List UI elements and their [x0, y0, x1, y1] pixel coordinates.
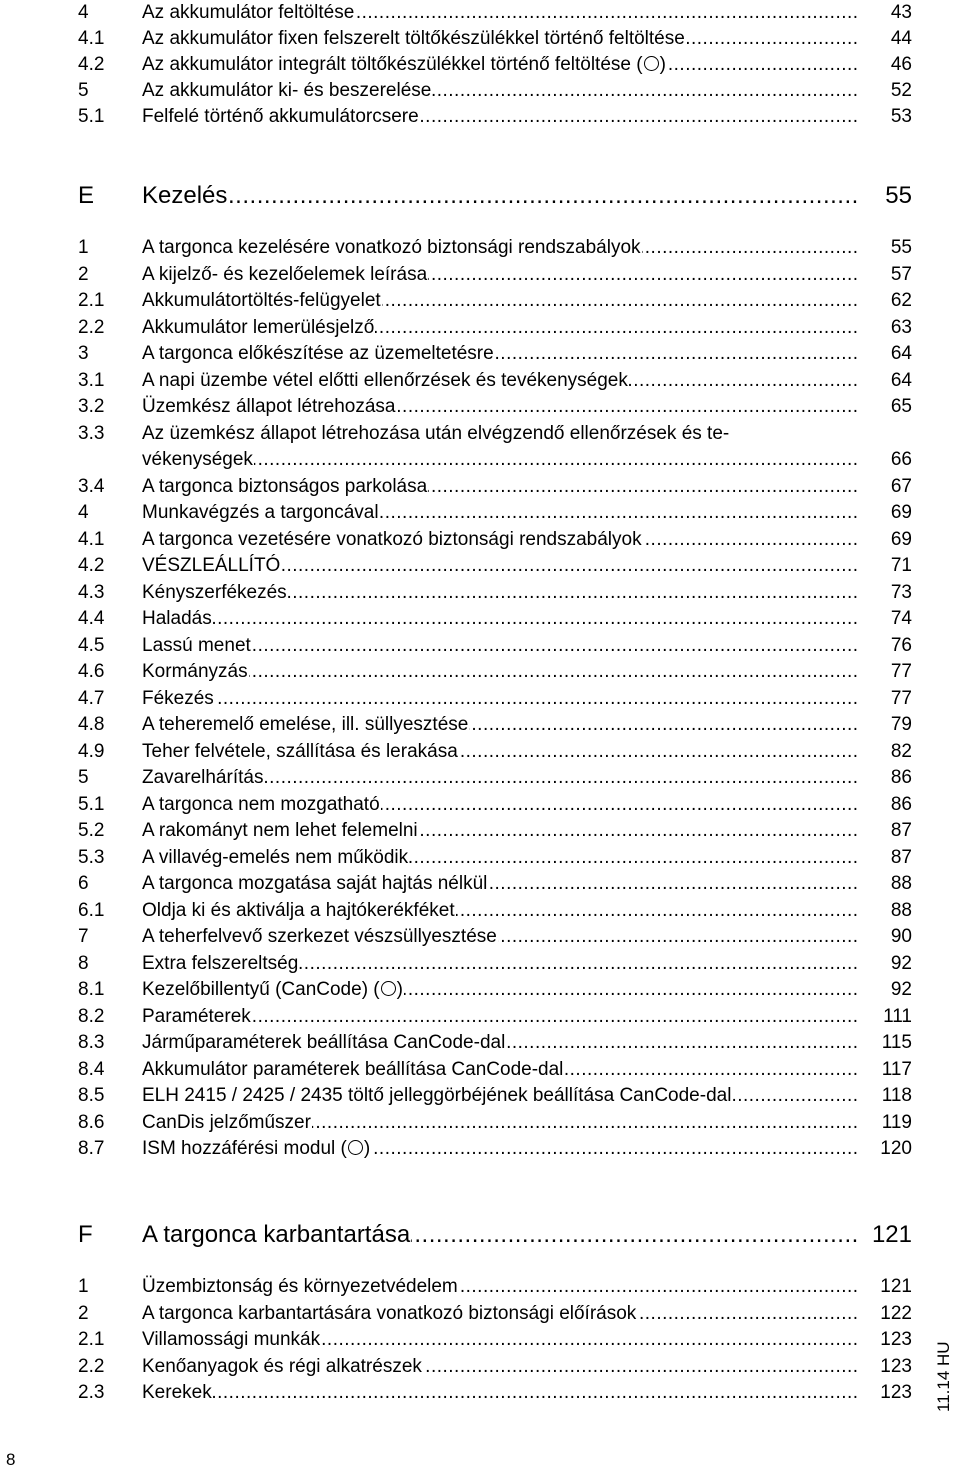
entry-title: A targonca vezetésére vonatkozó biztonsági rendszabályok ..... — [142, 527, 858, 553]
edition-code: 11.14 HU — [934, 1341, 953, 1412]
entry-page: 74 — [890, 608, 912, 629]
entry-number: 8 — [78, 953, 89, 974]
toc-entry[interactable] — [0, 924, 960, 950]
entry-number: 5.1 — [78, 106, 105, 127]
entry-number: 3.2 — [78, 396, 105, 417]
entry-number: 4.5 — [78, 635, 105, 656]
page-number: 8 — [6, 1450, 16, 1469]
entry-number: 8.7 — [78, 1138, 105, 1159]
entry-number: 3.3 — [78, 423, 105, 444]
entry-title: Kezelőbillentyű (CanCode) ( ) ..... — [142, 977, 858, 1003]
entry-page: 111 — [883, 1006, 912, 1027]
entry-number: 5 — [78, 80, 89, 101]
entry-title: Oldja ki és aktiválja a hajtókerékféket ..... — [142, 898, 858, 924]
entry-number: 3.1 — [78, 370, 105, 391]
toc-entry[interactable] — [0, 0, 960, 26]
toc-entry[interactable] — [0, 78, 960, 104]
entry-number: 4.1 — [78, 28, 105, 49]
toc-entry[interactable] — [0, 368, 960, 394]
entry-page: 123 — [880, 1382, 912, 1403]
toc-entry[interactable] — [0, 580, 960, 606]
entry-page: 77 — [890, 661, 912, 682]
entry-title: Az akkumulátor ki- és beszerelése ..... — [142, 78, 858, 104]
toc-entry[interactable] — [0, 104, 960, 130]
entry-number: 4.2 — [78, 54, 105, 75]
entry-number: 4 — [78, 502, 89, 523]
entry-title: vékenységek ..... — [142, 447, 858, 473]
entry-title: Zavarelhárítás ..... — [142, 765, 858, 791]
entry-number: 8.1 — [78, 979, 105, 1000]
entry-title: Akkumulátor lemerülésjelző ..... — [142, 315, 858, 341]
entry-page: 63 — [890, 317, 912, 338]
toc-entry[interactable] — [0, 792, 960, 818]
toc-entry[interactable] — [0, 951, 960, 977]
toc-entry[interactable] — [0, 26, 960, 52]
toc-entry[interactable] — [0, 818, 960, 844]
option-circle-icon — [381, 981, 396, 996]
entry-page: 117 — [881, 1059, 912, 1080]
toc-entry[interactable] — [0, 1083, 960, 1109]
entry-title: Haladás ..... — [142, 606, 858, 632]
entry-page: 86 — [890, 767, 912, 788]
entry-title: Felfelé történő akkumulátorcsere ..... — [142, 104, 858, 130]
option-circle-icon — [348, 1140, 363, 1155]
chapter-letter: E — [78, 182, 95, 209]
entry-page: 122 — [880, 1303, 912, 1324]
entry-title: Járműparaméterek beállítása CanCode-dal ..... — [142, 1030, 858, 1056]
toc-entry[interactable] — [0, 659, 960, 685]
entry-title: A teherfelvevő szerkezet vészsüllyesztése ..... — [142, 924, 858, 950]
entry-title: Paraméterek ..... — [142, 1004, 858, 1030]
entry-number: 1 — [78, 237, 89, 258]
entry-page: 92 — [890, 953, 912, 974]
toc-entry[interactable] — [0, 712, 960, 738]
entry-page: 55 — [890, 237, 912, 258]
entry-title: Kormányzás ..... — [142, 659, 858, 685]
entry-page: 67 — [890, 476, 912, 497]
entry-page: 79 — [890, 714, 912, 735]
toc-entry[interactable] — [0, 1380, 960, 1406]
entry-page: 86 — [890, 794, 912, 815]
entry-number: 8.3 — [78, 1032, 105, 1053]
toc-entry[interactable] — [0, 1301, 960, 1327]
entry-title: A kijelző- és kezelőelemek leírása ..... — [142, 262, 858, 288]
toc-entry[interactable] — [0, 235, 960, 261]
entry-number: 4.3 — [78, 582, 105, 603]
entry-page: 64 — [890, 370, 912, 391]
entry-page: 69 — [890, 529, 912, 550]
chapter-page: 55 — [885, 182, 912, 209]
toc-entry[interactable] — [0, 1004, 960, 1030]
toc-entry[interactable] — [0, 606, 960, 632]
entry-page: 65 — [890, 396, 912, 417]
entry-number: 4 — [78, 2, 89, 23]
entry-title: ELH 2415 / 2425 / 2435 töltő jelleggörbéjének beállítása CanCode-dal ..... — [142, 1083, 858, 1109]
entry-title: Akkumulátortöltés-felügyelet ..... — [142, 288, 858, 314]
entry-number: 7 — [78, 926, 89, 947]
entry-title: VÉSZLEÁLLÍTÓ ..... — [142, 553, 858, 579]
entry-page: 82 — [890, 741, 912, 762]
chapter-page: 121 — [871, 1221, 912, 1248]
entry-page: 115 — [881, 1032, 912, 1053]
entry-number: 4.7 — [78, 688, 105, 709]
toc-entry[interactable] — [0, 1057, 960, 1083]
entry-title: Villamossági munkák ..... — [142, 1327, 858, 1353]
entry-title: Munkavégzés a targoncával ..... — [142, 500, 858, 526]
entry-page: 52 — [890, 80, 912, 101]
entry-page: 53 — [890, 106, 912, 127]
toc-entry[interactable] — [0, 421, 960, 473]
toc-entry[interactable] — [0, 1030, 960, 1056]
entry-number: 4.4 — [78, 608, 105, 629]
toc-entry[interactable] — [0, 288, 960, 314]
entry-title: A targonca előkészítése az üzemeltetésre ..... — [142, 341, 858, 367]
entry-title: Akkumulátor paraméterek beállítása CanCode-dal ..... — [142, 1057, 858, 1083]
entry-page: 92 — [890, 979, 912, 1000]
entry-page: 66 — [890, 449, 912, 470]
entry-page: 76 — [890, 635, 912, 656]
entry-title: A targonca mozgatása saját hajtás nélkül ..... — [142, 871, 858, 897]
entry-page: 62 — [890, 290, 912, 311]
entry-number: 4.6 — [78, 661, 105, 682]
entry-title: Üzembiztonság és környezetvédelem ..... — [142, 1274, 858, 1300]
entry-page: 121 — [880, 1276, 912, 1297]
entry-title: A napi üzembe vétel előtti ellenőrzések és tevékenységek ..... — [142, 368, 858, 394]
entry-page: 119 — [881, 1112, 912, 1133]
entry-page: 73 — [890, 582, 912, 603]
entry-page: 46 — [890, 54, 912, 75]
entry-title: Kenőanyagok és régi alkatrészek ..... — [142, 1354, 858, 1380]
toc-entry[interactable] — [0, 341, 960, 367]
entry-number: 2 — [78, 264, 89, 285]
chapter-title: A targonca karbantartása ..... — [142, 1219, 858, 1251]
entry-number: 2.2 — [78, 317, 105, 338]
entry-title: Extra felszereltség ..... — [142, 951, 858, 977]
entry-title: A targonca nem mozgatható ..... — [142, 792, 858, 818]
entry-title: CanDis jelzőműszer ..... — [142, 1110, 858, 1136]
entry-number: 5.2 — [78, 820, 105, 841]
toc-entry[interactable] — [0, 52, 960, 78]
entry-page: 69 — [890, 502, 912, 523]
chapter-letter: F — [78, 1221, 93, 1248]
toc-chapter-heading[interactable] — [0, 180, 960, 212]
entry-title: Fékezés ..... — [142, 686, 858, 712]
entry-number: 2.1 — [78, 1329, 105, 1350]
entry-title: Az akkumulátor integrált töltőkészülékkel történő feltöltése ( ) ..... — [142, 52, 858, 78]
entry-number: 8.6 — [78, 1112, 105, 1133]
toc-entry[interactable] — [0, 765, 960, 791]
entry-title: Az akkumulátor feltöltése ..... — [142, 0, 858, 26]
entry-number: 2.1 — [78, 290, 105, 311]
entry-number: 5.1 — [78, 794, 105, 815]
entry-number: 6 — [78, 873, 89, 894]
entry-page: 87 — [890, 847, 912, 868]
entry-title: Kényszerfékezés ..... — [142, 580, 858, 606]
toc-entry[interactable] — [0, 1274, 960, 1300]
entry-page: 57 — [890, 264, 912, 285]
toc-entry[interactable] — [0, 527, 960, 553]
entry-number: 8.5 — [78, 1085, 105, 1106]
entry-number: 4.8 — [78, 714, 105, 735]
entry-title: A targonca kezelésére vonatkozó biztonsági rendszabályok ..... — [142, 235, 858, 261]
chapter-title: Kezelés ..... — [142, 180, 858, 212]
option-circle-icon — [644, 56, 659, 71]
toc-entry[interactable] — [0, 845, 960, 871]
toc-entry[interactable] — [0, 1136, 960, 1162]
toc-entry[interactable] — [0, 1110, 960, 1136]
entry-number: 2.3 — [78, 1382, 105, 1403]
toc-entry[interactable] — [0, 977, 960, 1003]
entry-title-line1: Az üzemkész állapot létrehozása után elvégzendő ellenőrzések és te- — [142, 423, 730, 444]
entry-title: Üzemkész állapot létrehozása ..... — [142, 394, 858, 420]
entry-page: 88 — [890, 900, 912, 921]
entry-number: 5.3 — [78, 847, 105, 868]
entry-page: 90 — [890, 926, 912, 947]
entry-number: 2.2 — [78, 1356, 105, 1377]
toc-entry[interactable] — [0, 394, 960, 420]
toc-entry[interactable] — [0, 633, 960, 659]
toc-entry[interactable] — [0, 686, 960, 712]
entry-title: A targonca biztonságos parkolása ..... — [142, 474, 858, 500]
toc-entry[interactable] — [0, 1327, 960, 1353]
entry-number: 6.1 — [78, 900, 105, 921]
toc-entry[interactable] — [0, 871, 960, 897]
entry-title: A villavég-emelés nem működik ..... — [142, 845, 858, 871]
toc-entry[interactable] — [0, 553, 960, 579]
toc-entry[interactable] — [0, 474, 960, 500]
entry-title: Kerekek ..... — [142, 1380, 858, 1406]
entry-page: 123 — [880, 1356, 912, 1377]
entry-number: 4.2 — [78, 555, 105, 576]
entry-page: 77 — [890, 688, 912, 709]
entry-page: 44 — [890, 28, 912, 49]
entry-page: 118 — [881, 1085, 912, 1106]
entry-number: 2 — [78, 1303, 89, 1324]
entry-title: Az akkumulátor fixen felszerelt töltőkészülékkel történő feltöltése ..... — [142, 26, 858, 52]
toc-entry[interactable] — [0, 898, 960, 924]
toc-entry[interactable] — [0, 500, 960, 526]
entry-page: 120 — [880, 1138, 912, 1159]
entry-title: A teheremelő emelése, ill. süllyesztése ..... — [142, 712, 858, 738]
toc-entry[interactable] — [0, 262, 960, 288]
entry-page: 71 — [890, 555, 912, 576]
entry-number: 1 — [78, 1276, 89, 1297]
entry-number: 4.9 — [78, 741, 105, 762]
toc-entry[interactable] — [0, 1354, 960, 1380]
toc-entry[interactable] — [0, 739, 960, 765]
entry-title: ISM hozzáférési modul ( ) ..... — [142, 1136, 858, 1162]
entry-title: Teher felvétele, szállítása és lerakása ..... — [142, 739, 858, 765]
entry-page: 43 — [890, 2, 912, 23]
entry-number: 8.4 — [78, 1059, 105, 1080]
entry-number: 4.1 — [78, 529, 105, 550]
entry-page: 123 — [880, 1329, 912, 1350]
entry-number: 3 — [78, 343, 89, 364]
entry-page: 64 — [890, 343, 912, 364]
entry-page: 88 — [890, 873, 912, 894]
entry-page: 87 — [890, 820, 912, 841]
entry-number: 8.2 — [78, 1006, 105, 1027]
entry-title: A targonca karbantartására vonatkozó biztonsági előírások ..... — [142, 1301, 858, 1327]
entry-number: 5 — [78, 767, 89, 788]
entry-title: Lassú menet ..... — [142, 633, 858, 659]
entry-title: A rakományt nem lehet felemelni ..... — [142, 818, 858, 844]
entry-number: 3.4 — [78, 476, 105, 497]
toc-chapter-heading[interactable] — [0, 1219, 960, 1251]
toc-entry[interactable] — [0, 315, 960, 341]
